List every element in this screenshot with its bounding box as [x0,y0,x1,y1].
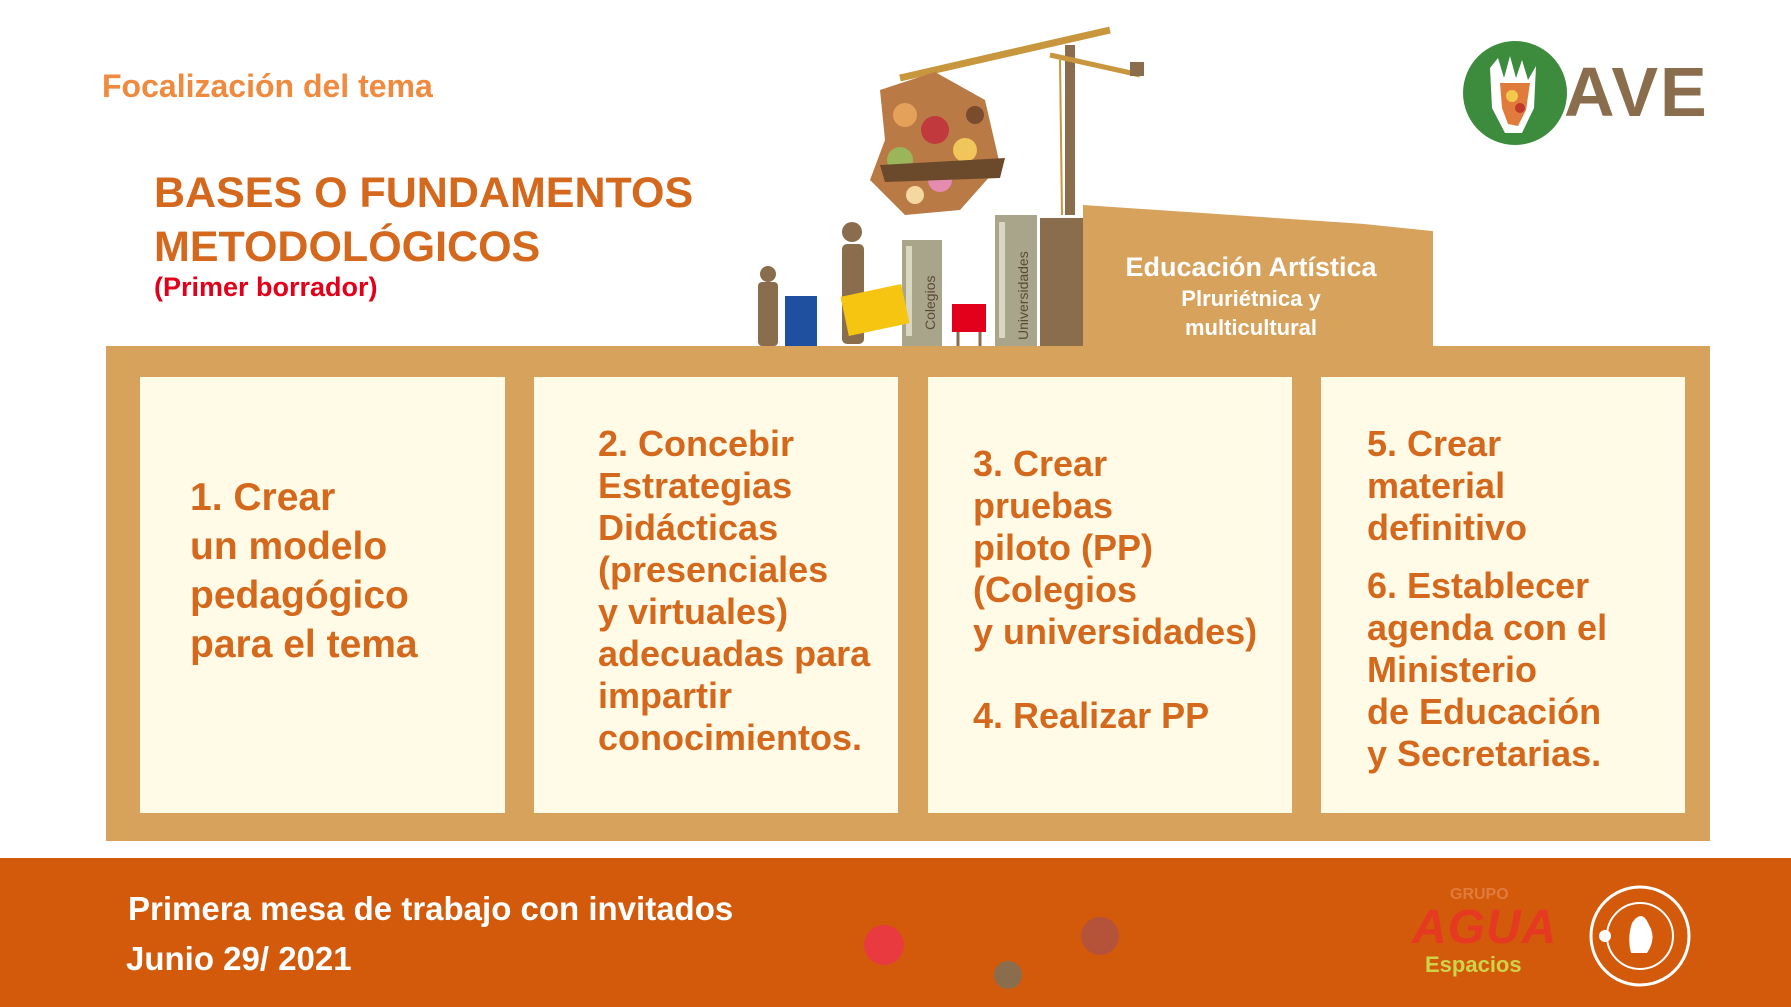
panel-2-line: Didácticas [598,507,779,548]
title-line-1: BASES O FUNDAMENTOS [154,169,694,217]
panel-2-line: y virtuales) [598,591,789,632]
espacios-label: Espacios [1425,952,1522,977]
footer-event: Primera mesa de trabajo con invitados [128,890,734,927]
flag-sign-icon [952,304,986,346]
sign-subtitle [1083,284,1419,342]
sign-subtitle-line-2: multicultural [1184,315,1317,340]
panel-2-line: impartir [598,675,733,716]
footer-date: Junio 29/ 2021 [126,940,352,977]
panel-2-line: Estrategias [598,465,793,506]
tower2-label: Universidades [1015,251,1031,340]
panel-4-text [1367,423,1607,775]
panel-3-line: piloto (PP) [973,527,1153,568]
building-block [1040,218,1084,346]
panel-4-extra-line: Ministerio [1367,649,1538,690]
panel-3-line: 3. Crear [973,443,1108,484]
panel-3-line: y universidades) [973,611,1258,652]
agua-logo: AGUA [1412,901,1558,954]
tower1-label: Colegios [922,275,938,330]
panel-3-line: pruebas [973,485,1114,526]
panel-2 [534,377,898,813]
university-seal-icon [1587,883,1693,989]
panel-4-line: definitivo [1367,507,1527,548]
panel-2-line: conocimientos. [598,717,863,758]
panel-4-extra-line: y Secretarias. [1367,733,1602,774]
worker-2-icon [841,222,910,344]
sign-subtitle-line-1: Plruriétnica y [1181,286,1321,311]
subtitle: (Primer borrador) [154,272,378,302]
panel-1 [140,377,505,813]
panel-4-line: 5. Crear [1367,423,1502,464]
sign-title: Educación Artística [1125,252,1377,282]
panel-1-line: para el tema [190,623,418,666]
worker-1-icon [758,266,817,346]
panel-2-line: (presenciales [598,549,829,590]
grupo-label: GRUPO [1450,886,1509,903]
decorative-dot-brown [1081,917,1119,955]
panel-1-line: un modelo [190,525,388,568]
title-line-2: METODOLÓGICOS [154,223,541,271]
panel-2-text [598,423,870,759]
panel-2-line: adecuadas para [598,633,871,674]
panel-1-line: 1. Crear [190,476,336,519]
colombia-map-icon [870,72,1005,215]
panel-3-line: (Colegios [973,569,1138,610]
decorative-dot-dark [994,961,1022,989]
section-label: Focalización del tema [102,68,433,104]
panel-4-extra-line: 6. Establecer [1367,565,1590,606]
panel-4-extra-line: de Educación [1367,691,1602,732]
panel-4-line: material [1367,465,1506,506]
panel-3-text [973,443,1257,737]
panel-1-line: pedagógico [190,574,409,617]
panel-2-line: 2. Concebir [598,423,795,464]
ave-logo-text: AVE [1564,53,1709,131]
panel-3-extra: 4. Realizar PP [973,695,1210,736]
panel-1-text [190,473,418,669]
panel-4-extra-line: agenda con el [1367,607,1608,648]
panel-4 [1321,377,1685,813]
decorative-dot-red [864,925,904,965]
panel-3 [928,377,1292,813]
